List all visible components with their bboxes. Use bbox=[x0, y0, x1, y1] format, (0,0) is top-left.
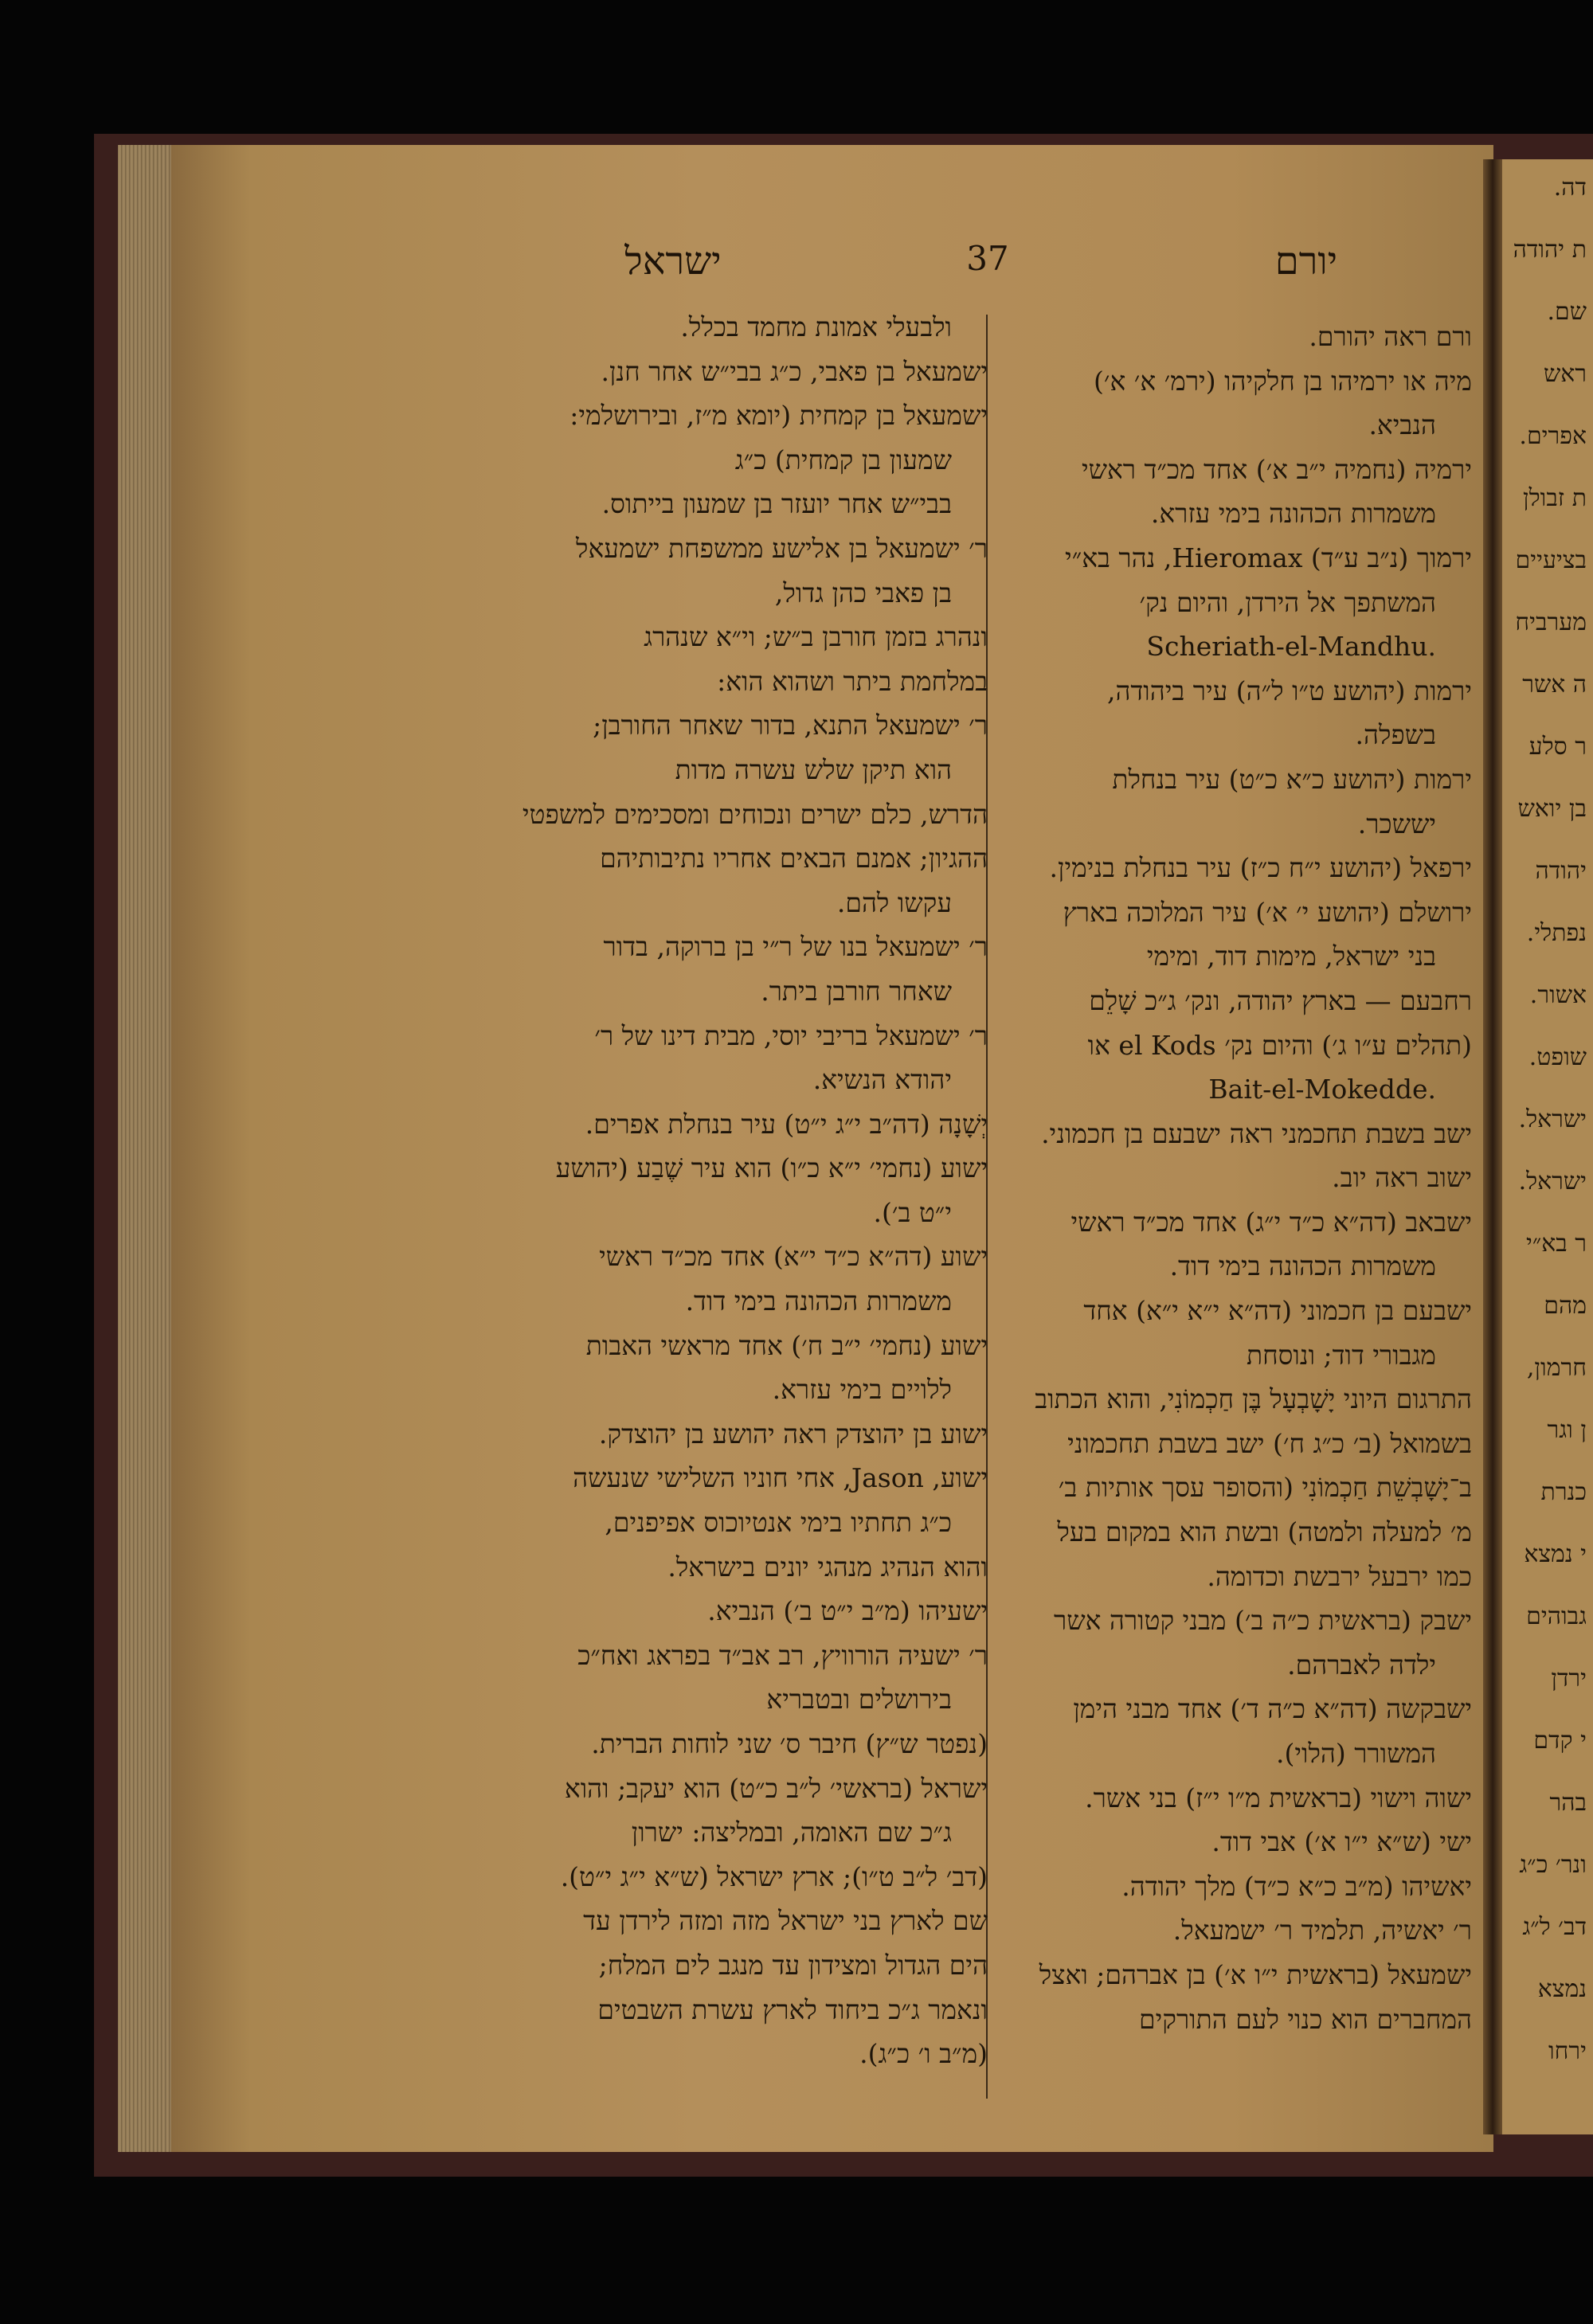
text-line: ישב בשבת תחכמני ראה ישבעם בן חכמוני. bbox=[1041, 1117, 1472, 1149]
text-line: ולבעלי אמונת מחמד בכלל. bbox=[680, 311, 952, 342]
text-line: בירושלים ובטבריא bbox=[766, 1684, 952, 1716]
next-page-fragment: ר בא״י bbox=[1526, 1230, 1587, 1258]
next-page-fragment: נפתלי. bbox=[1526, 919, 1587, 947]
next-page-fragment: שם. bbox=[1547, 298, 1587, 326]
text-line: ירפאל (יהושע י״ח כ״ז) עיר בנחלת בנימין. bbox=[1049, 852, 1472, 884]
text-line: ונהרג בזמן חורבן ב״ש; וי״א שנהרג bbox=[644, 621, 988, 653]
text-line: בני ישראל, מימות דוד, ומימי bbox=[1146, 941, 1436, 972]
text-line: יהודא הנשיא. bbox=[812, 1064, 952, 1096]
text-line: מיה או ירמיהו בן חלקיהו (ירמ׳ א׳ א׳) bbox=[1093, 365, 1472, 397]
text-line: רחבעם — בארץ יהודה, ונק׳ ג״כ שָׁלֵם bbox=[1089, 984, 1472, 1016]
text-line: (מ״ב ו׳ כ״ג). bbox=[859, 2038, 988, 2070]
text-line: ירמיה (נחמיה י״ב א׳) אחד מכ״ד ראשי bbox=[1081, 453, 1472, 485]
next-page-fragment: גבוהים bbox=[1526, 1602, 1587, 1630]
next-page-fragment: ירחו bbox=[1548, 2037, 1587, 2065]
text-line: המחברים הוא כנוי לעם התורקים bbox=[1139, 2003, 1472, 2035]
text-line: משמרות הכהונה בימי עזרא. bbox=[1150, 498, 1436, 530]
text-line: ישבעם בן חכמוני (דה״א י״א י״א) אחד bbox=[1083, 1295, 1472, 1327]
text-line: ישמעאל בן קמחית (יומא מ״ז, ובירושלמי: bbox=[569, 400, 988, 432]
text-line: ילדה לאברהם. bbox=[1287, 1649, 1436, 1680]
text-line: התרגום היוני יָשָׁבְעָל בֶּן חַכְמוֹנִי, והוא הכתוב bbox=[1035, 1383, 1472, 1415]
text-line: ישוע (נחמי׳ י״ב ח׳) אחד מראשי האבות bbox=[585, 1329, 988, 1361]
text-line: הדרש, כלם ישרים ונכוחים ומסכימים למשפטי bbox=[522, 798, 988, 830]
text-line: ר׳ ישמעאל התנא, בדור שאחר החורבן; bbox=[593, 710, 988, 741]
text-line: ישמעאל (בראשית י״ו א׳) בן אברהם; ואצל bbox=[1039, 1958, 1472, 1990]
text-line: כמו ירבעל ירבשת וכדומה. bbox=[1207, 1560, 1472, 1592]
text-line: ישמעאל בן פאבי, כ״ג בבי״ש אחר חנן. bbox=[601, 355, 988, 387]
text-line: ג״כ שם האומה, ובמליצה: ישרון bbox=[631, 1817, 952, 1849]
text-line: שאחר חורבן ביתר. bbox=[761, 975, 952, 1007]
text-line: (תהלים ע״ו ג׳) והיום נק׳ el Kods או bbox=[1087, 1029, 1472, 1061]
text-line: שמעון בן קמחית) כ״ג bbox=[734, 444, 952, 475]
text-line: בן פאבי כהן גדול, bbox=[774, 577, 952, 608]
next-page-fragment: אשור. bbox=[1529, 981, 1587, 1009]
text-line: ישוע, Jason, אחי חוניו השלישי שנעשה bbox=[573, 1462, 988, 1494]
text-line: ישבאב (דה״א כ״ד י״ג) אחד מכ״ד ראשי bbox=[1070, 1206, 1472, 1238]
text-line: ירמוך (נ״ב ע״ד) Hieromax, נהר בא״י bbox=[1065, 542, 1472, 573]
text-line: ישבק (בראשית כ״ה ב׳) מבני קטורה אשר bbox=[1054, 1605, 1472, 1637]
text-line: משמרות הכהונה בימי דוד. bbox=[685, 1285, 952, 1317]
text-line: ר׳ יאשיה, תלמיד ר׳ ישמעאל. bbox=[1172, 1915, 1472, 1946]
next-page-fragment: אפרים. bbox=[1519, 422, 1587, 450]
text-line: יששכר. bbox=[1357, 808, 1436, 839]
text-line: שם לארץ בני ישראל מזה ומזה לירדן עד bbox=[583, 1905, 988, 1937]
text-line: (נפטר ש״ץ) חיבר ס׳ שני לוחות הברית. bbox=[591, 1728, 988, 1759]
next-page-fragment: ת יהודה bbox=[1513, 236, 1587, 264]
next-page-fragment: ירדן bbox=[1551, 1665, 1587, 1692]
text-line: משמרות הכהונה בימי דוד. bbox=[1169, 1250, 1436, 1282]
next-page-fragment: כנרת bbox=[1540, 1478, 1587, 1506]
next-page-fragment: ר סלע bbox=[1528, 733, 1587, 761]
text-line: כ״ג תחתיו בימי אנטיוכוס אפיפנים, bbox=[605, 1507, 952, 1539]
text-line: מ׳ למעלה ולמטה) ובשת הוא במקום בעל bbox=[1057, 1516, 1472, 1548]
text-line: ישוע בן יהוצדק ראה יהושע בן יהוצדק. bbox=[598, 1418, 988, 1450]
text-line: ישבקשה (דה״א כ״ה ד׳) אחד מבני הימן bbox=[1073, 1693, 1472, 1725]
book-gutter bbox=[1483, 159, 1502, 2134]
text-line: ישוה וישוי (בראשית מ״ו י״ז) בני אשר. bbox=[1085, 1782, 1472, 1813]
next-page-fragment: חרמון, bbox=[1526, 1354, 1587, 1382]
text-line: י״ט ב׳). bbox=[873, 1196, 952, 1228]
next-page-fragment: ראש bbox=[1544, 360, 1587, 388]
next-page-fragment: מערביח bbox=[1515, 608, 1587, 636]
running-head-right: יורם bbox=[1274, 239, 1338, 284]
text-line: ב־יָשָׁבְשֵׁת חַכְמוֹנִי (והסופר עסך אותיות ב׳ bbox=[1058, 1472, 1472, 1504]
right-column bbox=[986, 315, 1472, 2041]
next-page-fragment: בן יואש bbox=[1517, 795, 1587, 823]
text-line: יְשָׁנָה (דה״ב י״ג י״ט) עיר בנחלת אפרים. bbox=[585, 1108, 988, 1140]
next-page-fragment: בהר bbox=[1549, 1789, 1587, 1817]
page-number: 37 bbox=[966, 239, 1009, 278]
running-head-left: ישראל bbox=[624, 239, 722, 284]
text-line: יאשיהו (מ״ב כ״א כ״ד) מלך יהודה. bbox=[1121, 1870, 1472, 1902]
text-line: הנביא. bbox=[1368, 409, 1436, 441]
text-line: הים הגדול ומצידון עד מנגב לים המלח; bbox=[598, 1949, 988, 1981]
next-page-fragment: נמצא bbox=[1537, 1975, 1587, 2003]
text-line: ר׳ ישמעאל בנו של ר״י בן ברוקה, בדור bbox=[603, 931, 988, 963]
next-page-fragment: בציעיים bbox=[1515, 546, 1587, 574]
text-line: ונאמר ג״כ ביחוד לארץ עשרת השבטים bbox=[597, 1993, 988, 2025]
next-page-fragment: ונר׳ כ״ג bbox=[1519, 1851, 1587, 1879]
next-page-fragment: ה אשר bbox=[1522, 671, 1587, 698]
text-line: במלחמת ביתר ושהוא הוא: bbox=[717, 665, 988, 697]
next-page-fragment: יהודה bbox=[1535, 857, 1587, 885]
text-line: (דב׳ ל״ב ט״ו); ארץ ישראל (ש״א י״ג י״ט). bbox=[560, 1860, 988, 1892]
next-page-fragment: ישראל. bbox=[1518, 1105, 1587, 1133]
text-line: בשפלה. bbox=[1355, 719, 1436, 751]
next-page-fragment: דה. bbox=[1553, 174, 1587, 201]
text-line: ישראל (בראשי׳ ל״ב כ״ט) הוא יעקב; והוא bbox=[564, 1772, 988, 1804]
next-page-fragment: י קדם bbox=[1533, 1727, 1587, 1755]
left-column bbox=[436, 305, 988, 2076]
text-line: ישי (ש״א י״ו א׳) אבי דוד. bbox=[1211, 1826, 1472, 1858]
text-line: ישוב ראה יוב. bbox=[1332, 1162, 1472, 1194]
text-line: ישעיהו (מ״ב י״ט ב׳) הנביא. bbox=[707, 1595, 988, 1627]
next-page-fragment: ישראל. bbox=[1518, 1168, 1587, 1195]
next-page-fragment: דב׳ ל״ג bbox=[1522, 1913, 1587, 1941]
text-line: המשורר (הלוי). bbox=[1275, 1738, 1436, 1769]
text-line: ללויים בימי עזרא. bbox=[772, 1374, 952, 1406]
text-line: .Bait-el-Mokedde bbox=[1208, 1074, 1436, 1105]
text-line: בבי״ש אחר יועזר בן שמעון בייתוס. bbox=[601, 488, 952, 520]
next-page-fragment: ת זבולן bbox=[1522, 484, 1587, 512]
text-line: ר׳ ישעיה הורוויץ, רב אב״ד בפראג ואח״כ bbox=[577, 1639, 988, 1671]
text-line: ירושלם (יהושע י׳ א׳) עיר המלוכה בארץ bbox=[1063, 896, 1472, 928]
next-page-fragment: שופט. bbox=[1528, 1043, 1587, 1071]
text-line: מגבורי דוד; ונוסחת bbox=[1247, 1339, 1436, 1371]
text-line: הוא תיקן שלש עשרה מדות bbox=[675, 753, 952, 785]
text-line: ישוע (נחמי׳ י״א כ״ו) הוא עיר שֶׁבַע (יהושע bbox=[555, 1152, 988, 1184]
next-page-fragment: מהם bbox=[1544, 1292, 1587, 1320]
text-line: והוא הנהיג מנהגי יונים בישראל. bbox=[667, 1551, 988, 1583]
text-line: ירמות (יהושע כ״א כ״ט) עיר בנחלת bbox=[1112, 763, 1472, 795]
next-page-fragment: ן וגר bbox=[1547, 1416, 1587, 1444]
text-line: ירמות (יהושע ט״ו ל״ה) עיר ביהודה, bbox=[1106, 675, 1472, 706]
text-line: ישוע (דה״א כ״ד י״א) אחד מכ״ד ראשי bbox=[599, 1241, 988, 1273]
next-page-fragment: י נמצא bbox=[1524, 1540, 1587, 1568]
text-line: ההגיון; אמנם הבאים אחריו נתיבותיהם bbox=[600, 843, 988, 874]
text-line: המשתפך אל הירדן, והיום נק׳ bbox=[1139, 586, 1436, 618]
text-line: ורם ראה יהורם. bbox=[1309, 321, 1472, 352]
next-page-strip bbox=[1502, 159, 1593, 2134]
text-line: ר׳ ישמעאל בריבי יוסי, מבית דינו של ר׳ bbox=[594, 1019, 988, 1051]
text-line: עקשו להם. bbox=[836, 886, 952, 918]
text-line: .Scheriath-el-Mandhu bbox=[1146, 631, 1436, 663]
text-line: בשמואל (ב׳ כ״ג ח׳) ישב בשבת תחכמוני bbox=[1067, 1427, 1472, 1459]
text-line: ר׳ ישמעאל בן אלישע ממשפחת ישמעאל bbox=[576, 532, 988, 564]
